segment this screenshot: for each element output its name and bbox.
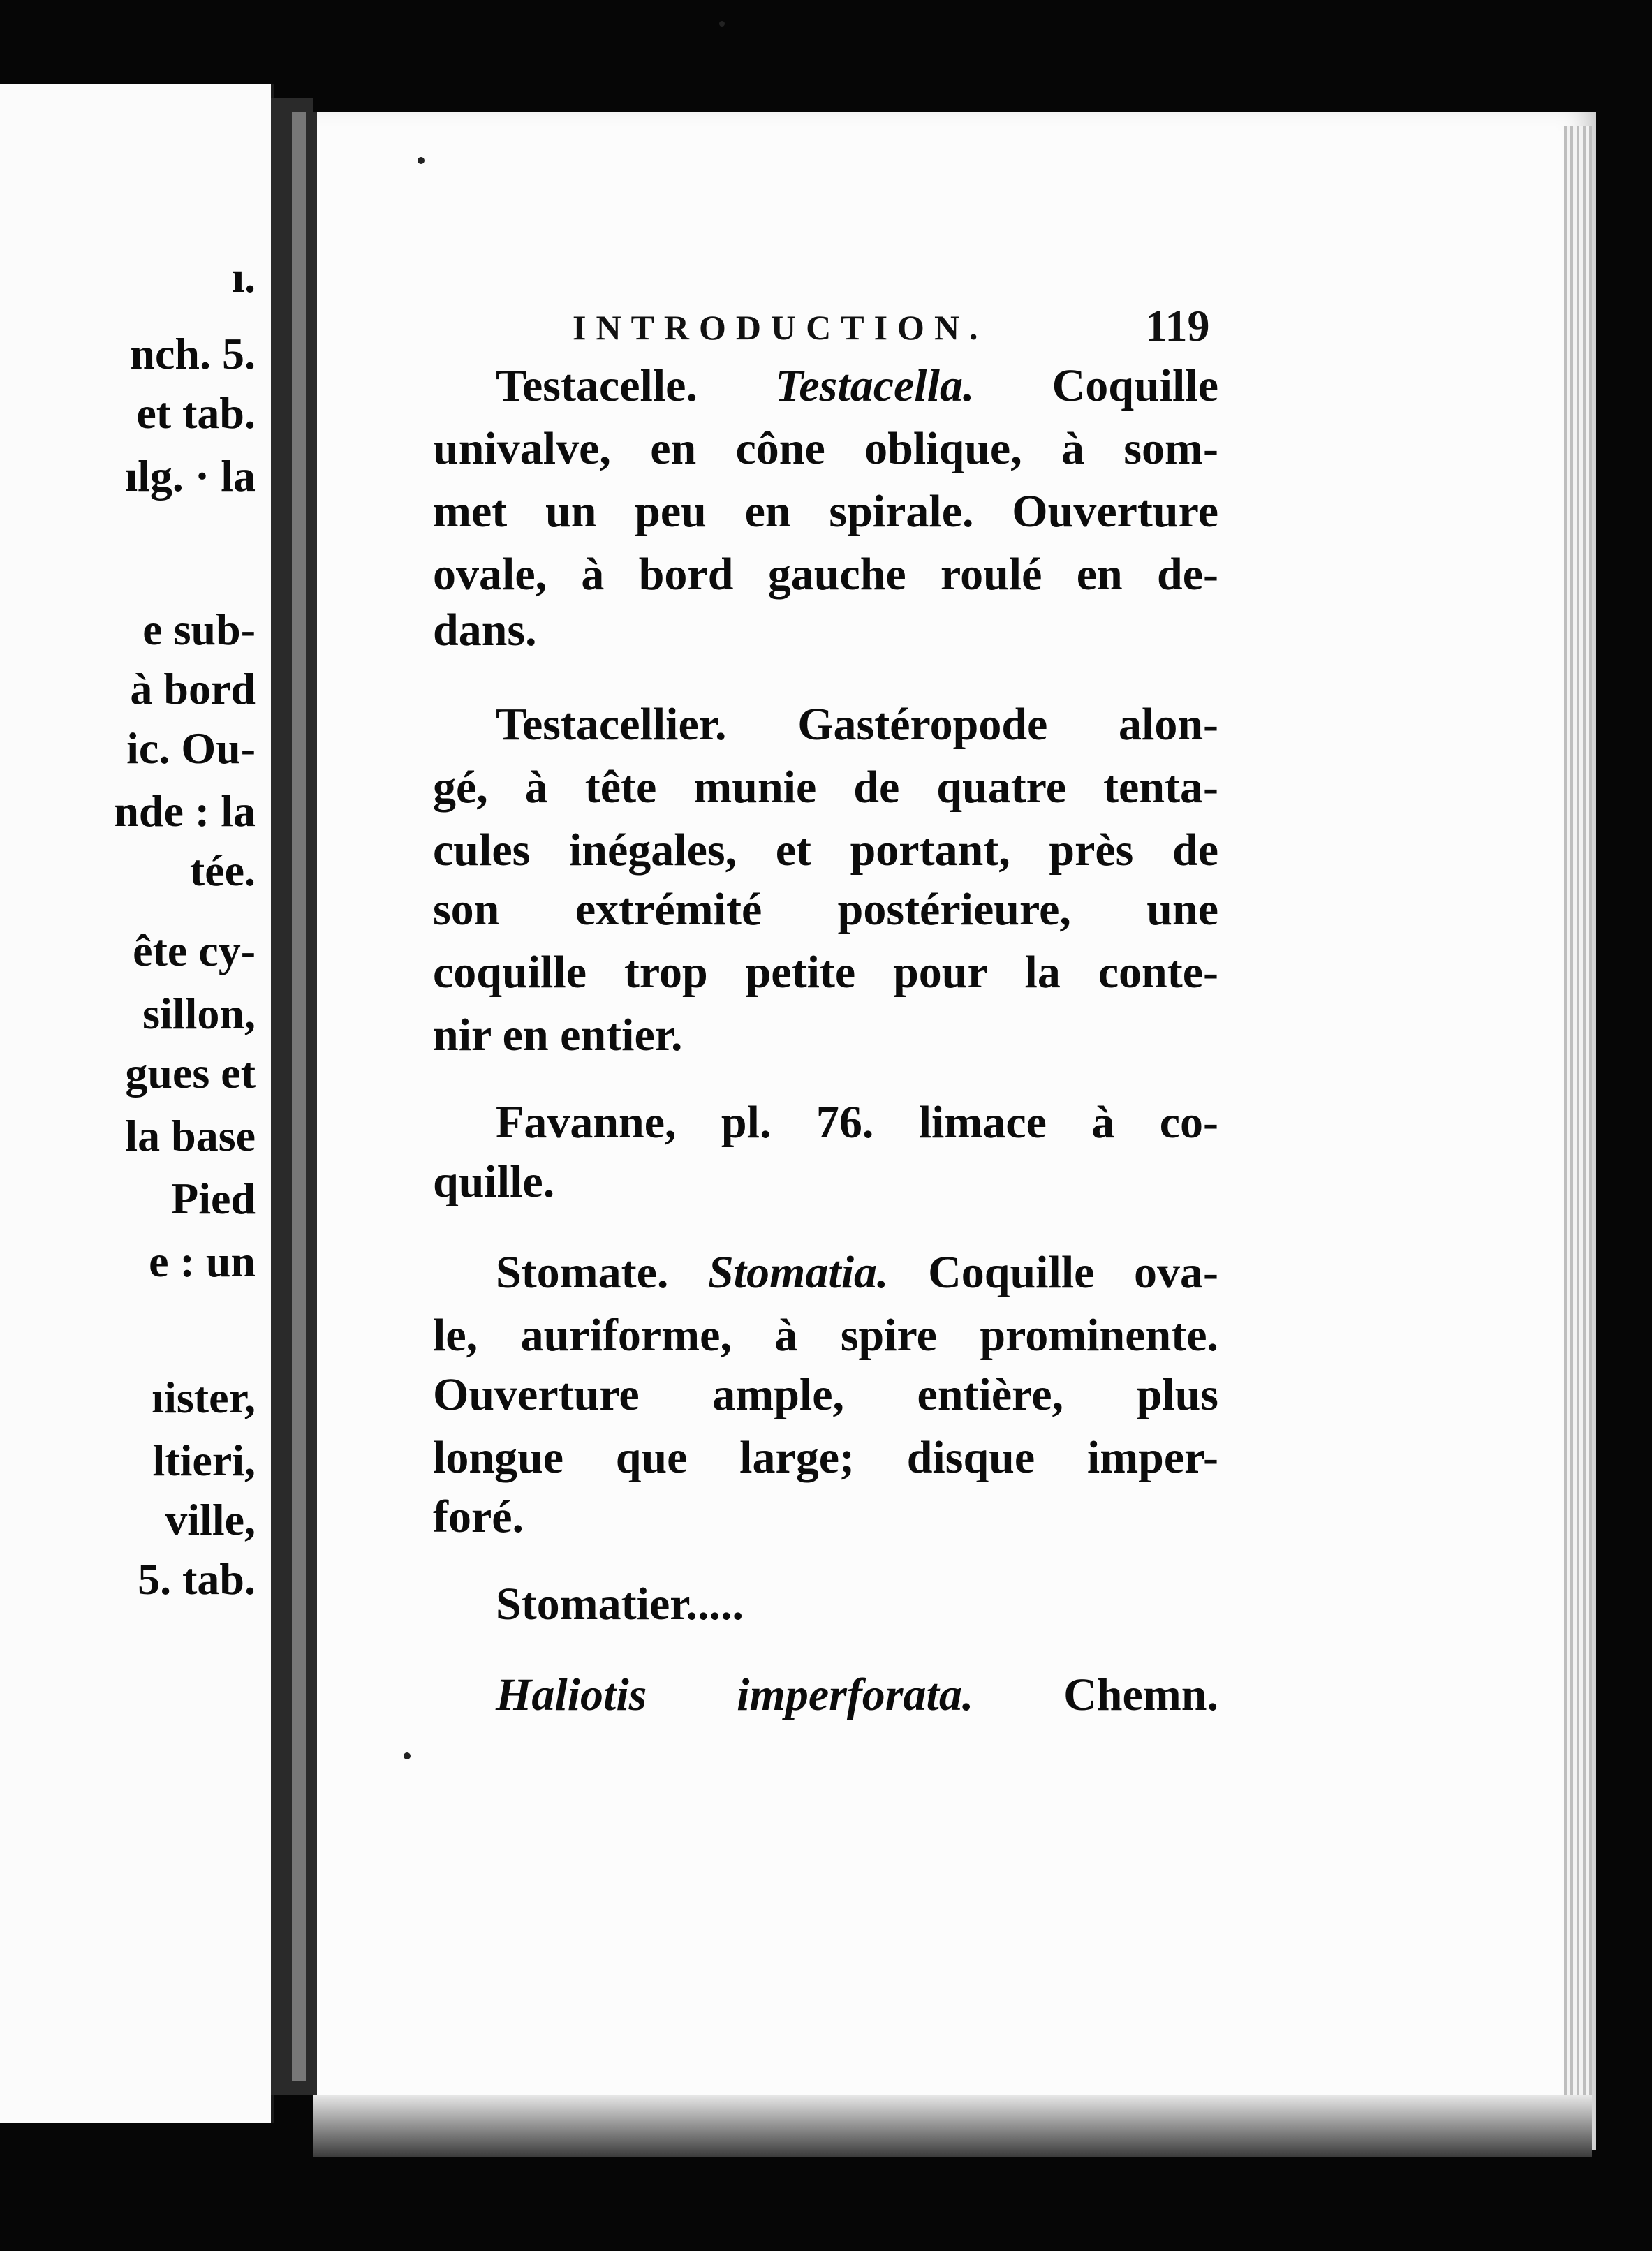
text-run: Testacellier. Gastéropode alon- xyxy=(496,699,1218,750)
left-page-fragment: gues et xyxy=(125,1048,256,1098)
text-line xyxy=(433,607,1218,654)
text-line xyxy=(433,1310,1218,1361)
running-head: INTRODUCTION. xyxy=(573,308,988,347)
text-run: Testacelle. xyxy=(496,360,776,411)
text-line xyxy=(433,825,1218,876)
page-bottom-edge xyxy=(313,2095,1592,2157)
ink-speck xyxy=(418,157,425,164)
text-line xyxy=(496,1247,1218,1298)
ink-speck xyxy=(404,1752,411,1759)
text-run: Stomate. xyxy=(496,1247,708,1298)
left-page-fragment: la base xyxy=(125,1111,256,1160)
left-page-fragment: sillon, xyxy=(142,989,256,1038)
text-line xyxy=(433,1156,1218,1207)
text-run: son extrémité postérieure, une xyxy=(433,884,1218,935)
text-line xyxy=(496,1097,1218,1148)
text-run: Coquille ova- xyxy=(888,1247,1218,1298)
text-run: Coquille xyxy=(974,360,1218,411)
italic-term: Haliotis imperforata. xyxy=(496,1669,974,1720)
left-page-fragment: Pied xyxy=(171,1174,256,1223)
page-number: 119 xyxy=(1145,301,1210,350)
ink-speck xyxy=(719,21,725,27)
left-page-fragment: tée. xyxy=(189,846,256,895)
text-line xyxy=(496,699,1218,750)
left-page-fragment: ville, xyxy=(165,1495,256,1544)
text-run: dans. xyxy=(433,605,537,656)
italic-term: Testacella. xyxy=(775,360,975,411)
text-line xyxy=(433,486,1218,537)
left-page-fragment: ltieri, xyxy=(152,1436,256,1485)
page-edge xyxy=(1564,126,1592,2123)
text-line xyxy=(496,360,1218,411)
text-line xyxy=(433,1491,1218,1542)
text-line xyxy=(496,1581,1218,1628)
text-run: foré. xyxy=(433,1491,524,1542)
text-run: quille. xyxy=(433,1156,555,1207)
left-page-fragment: à bord xyxy=(130,664,256,714)
text-run: longue que large; disque imper- xyxy=(433,1432,1218,1483)
text-run: Stomatier..... xyxy=(496,1579,744,1630)
text-run: Ouverture ample, entière, plus xyxy=(433,1369,1218,1420)
left-page-fragment: ı. xyxy=(232,252,256,302)
text-run: univalve, en cône oblique, à som- xyxy=(433,423,1218,474)
text-run: le, auriforme, à spire prominente. xyxy=(433,1310,1218,1361)
text-line xyxy=(433,1010,1218,1061)
left-page-fragment: e sub- xyxy=(142,605,256,654)
text-run: met un peu en spirale. Ouverture xyxy=(433,486,1218,537)
text-run: Chemn. xyxy=(973,1669,1218,1720)
left-page-fragment: ic. Ou- xyxy=(126,723,256,773)
left-page-fragment: nde : la xyxy=(114,786,256,836)
text-line xyxy=(433,423,1218,474)
left-page-fragment: ête cy- xyxy=(133,926,256,975)
text-run: nir en entier. xyxy=(433,1010,683,1061)
text-line xyxy=(496,1669,1218,1720)
text-line xyxy=(433,762,1218,813)
text-line xyxy=(433,1432,1218,1483)
left-page-fragment: nch. 5. xyxy=(130,329,256,378)
text-line xyxy=(433,549,1218,600)
text-line xyxy=(433,884,1218,935)
text-run: cules inégales, et portant, près de xyxy=(433,825,1218,876)
text-run: ovale, à bord gauche roulé en de- xyxy=(433,549,1218,600)
left-page-fragment: ılg. · la xyxy=(125,451,256,501)
text-line xyxy=(433,947,1218,998)
italic-term: Stomatia. xyxy=(707,1247,889,1298)
text-run: gé, à tête munie de quatre tenta- xyxy=(433,762,1218,813)
left-page-fragment: ıister, xyxy=(152,1373,256,1422)
gutter-edge xyxy=(292,112,306,2081)
text-run: Favanne, pl. 76. limace à co- xyxy=(496,1097,1218,1148)
text-run: coquille trop petite pour la conte- xyxy=(433,947,1218,998)
left-page-fragment: e : un xyxy=(149,1237,256,1286)
left-page xyxy=(0,84,274,2123)
left-page-fragment: 5. tab. xyxy=(138,1554,256,1604)
text-line xyxy=(433,1369,1218,1420)
left-page-fragment: et tab. xyxy=(136,388,256,438)
